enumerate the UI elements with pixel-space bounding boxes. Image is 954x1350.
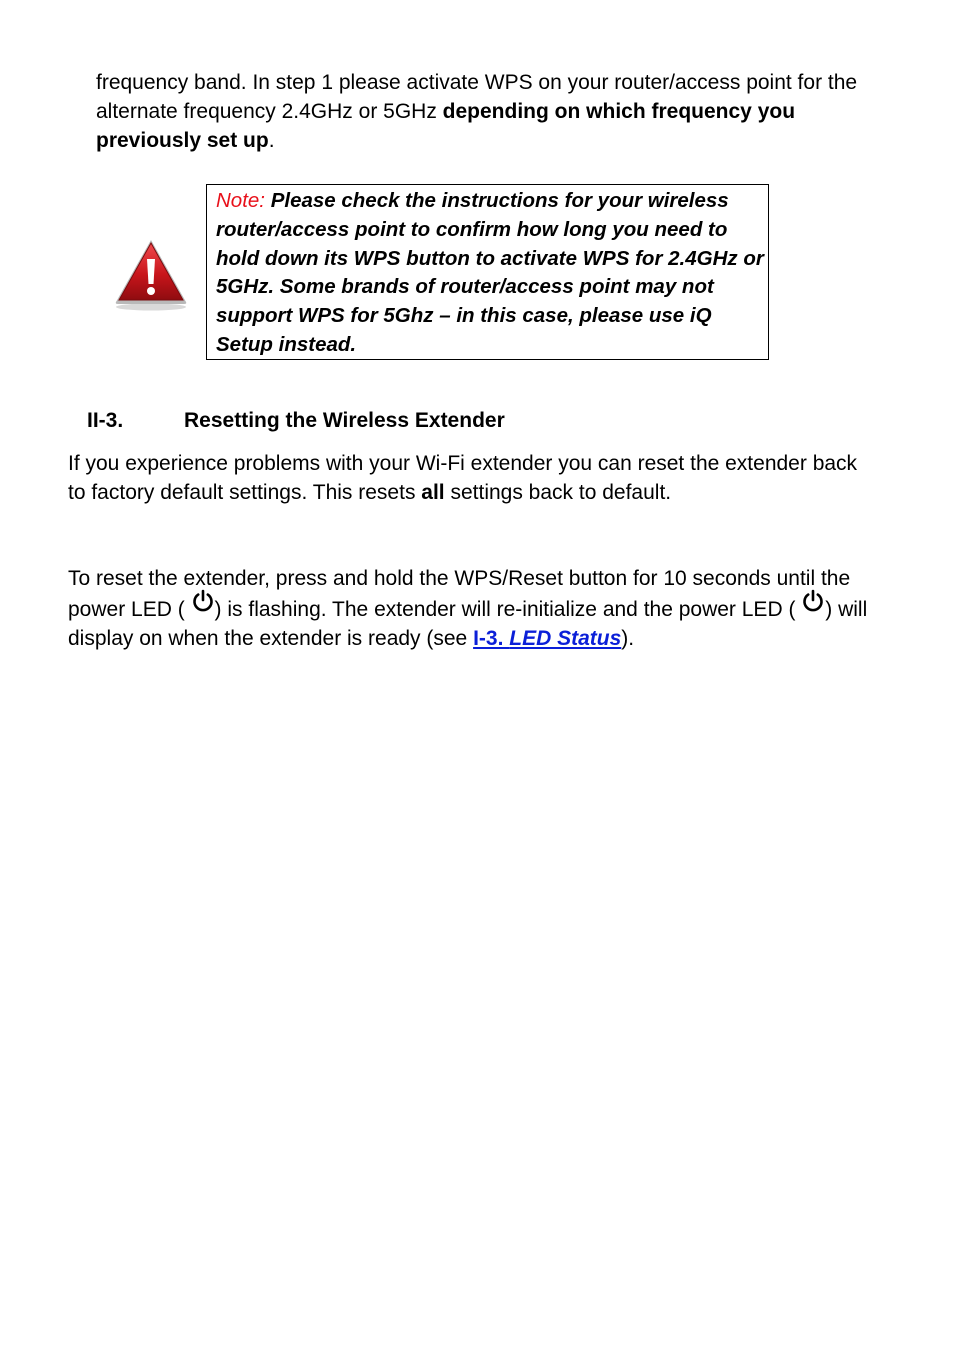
- reset1-end: settings back to default.: [444, 481, 672, 504]
- intro-text: frequency band. In step 1 please activate WPS on your router/access point for the alternate frequency 2.4GHz or 5GHz: [96, 71, 858, 123]
- reset-paragraph-2: [68, 564, 868, 653]
- power-icon: [191, 589, 215, 613]
- note-label: Note:: [216, 189, 265, 212]
- link-bold-part: I-3.: [473, 627, 510, 650]
- warning-triangle-icon: [112, 236, 190, 312]
- led-status-link[interactable]: [473, 627, 621, 650]
- reset2-part4: ).: [621, 627, 635, 650]
- intro-end: .: [268, 129, 275, 152]
- note-body: Please check the instructions for your wireless router/access point to confirm how long you need to hold down its WPS button to activate WPS for 2.4GHz or 5GHz. Some brands of router/access point may not support WPS for 5Ghz – in this case, please use iQ Setup instead.: [216, 189, 764, 356]
- intro-bold-text: depending on which frequency you previously set up: [96, 100, 796, 152]
- reset2-part2: ) is flashing. The extender will re-initialize and the power LED (: [214, 598, 802, 621]
- section-number: II-3.: [87, 409, 124, 432]
- note-box: [206, 184, 769, 360]
- note-text: [216, 187, 764, 360]
- reset-paragraph-1: [68, 449, 868, 507]
- section-title: Resetting the Wireless Extender: [184, 409, 505, 432]
- reset1-text: If you experience problems with your Wi-Fi extender you can reset the extender back to factory default settings. This resets: [68, 452, 858, 504]
- intro-paragraph: [96, 68, 896, 155]
- link-italic-part: LED Status: [509, 627, 622, 650]
- reset2-part1: To reset the extender, press and hold the WPS/Reset button for 10 seconds until the power LED (: [68, 567, 851, 621]
- reset1-bold: all: [421, 481, 445, 504]
- power-icon: [801, 589, 825, 613]
- reset2-part3: ) will display on when the extender is ready (see: [68, 598, 868, 650]
